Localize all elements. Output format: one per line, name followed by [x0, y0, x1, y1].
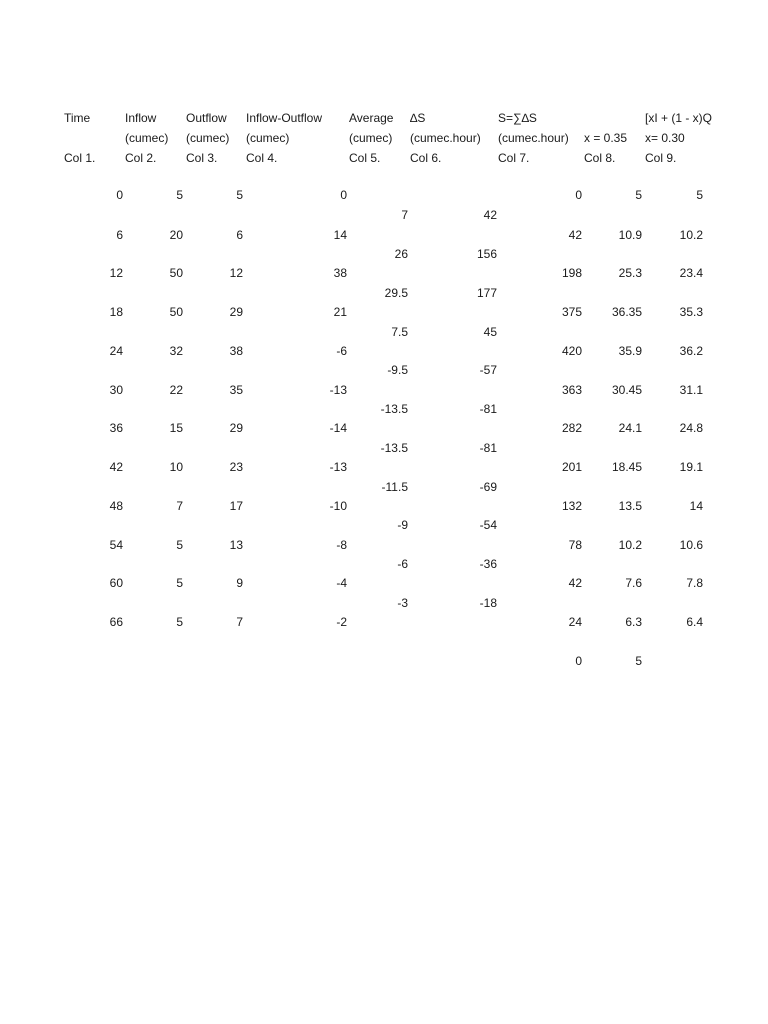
table-cell-time: 18 — [109, 305, 123, 319]
table-cell-time: 0 — [116, 188, 123, 202]
table-cell-storage: 0 — [575, 188, 582, 202]
column-header-line: (cumec.hour) — [410, 131, 481, 145]
column-header-line: Col 3. — [186, 151, 218, 165]
table-cell-inflow: 5 — [176, 538, 183, 552]
table-cell-x035: 13.5 — [618, 499, 642, 513]
table-cell-diff: -4 — [336, 576, 347, 590]
column-header-line: Col 2. — [125, 151, 157, 165]
column-header-line: (cumec) — [349, 131, 393, 145]
table-cell-x035: 5 — [635, 188, 642, 202]
column-header-line: (cumec.hour) — [498, 131, 569, 145]
table-cell-diff: -13 — [329, 460, 347, 474]
table-cell-diff: -8 — [336, 538, 347, 552]
table-cell-average: -3 — [397, 596, 408, 610]
table-cell-ds: -36 — [479, 557, 497, 571]
table-cell-time: 42 — [109, 460, 123, 474]
table-cell-inflow: 20 — [169, 228, 183, 242]
table-cell-ds: -57 — [479, 363, 497, 377]
table-cell-storage: 420 — [561, 344, 582, 358]
table-cell-x030: 24.8 — [679, 421, 703, 435]
table-cell-time: 66 — [109, 615, 123, 629]
column-header-line: Inflow-Outflow — [246, 111, 323, 125]
column-header-line: Col 1. — [64, 151, 96, 165]
table-cell-ds: -81 — [479, 441, 497, 455]
table-cell-inflow: 15 — [169, 421, 183, 435]
table-cell-time: 12 — [109, 266, 123, 280]
table-cell-ds: 42 — [483, 208, 497, 222]
table-cell-outflow: 23 — [229, 460, 243, 474]
table-cell-outflow: 13 — [229, 538, 243, 552]
column-header-line: Inflow — [125, 111, 157, 125]
table-cell-x030: 7.8 — [686, 576, 703, 590]
column-header-line: x= 0.30 — [645, 131, 685, 145]
table-cell-outflow: 7 — [236, 615, 243, 629]
table-cell-outflow: 35 — [229, 383, 243, 397]
table-cell-diff: 0 — [340, 188, 347, 202]
table-cell-storage: 132 — [561, 499, 582, 513]
table-cell-ds: -81 — [479, 402, 497, 416]
table-cell-x035: 10.2 — [618, 538, 642, 552]
table-cell-time: 48 — [109, 499, 123, 513]
table-cell-time: 60 — [109, 576, 123, 590]
table-cell-storage: 78 — [568, 538, 582, 552]
table-cell-storage: 24 — [568, 615, 582, 629]
table-cell-outflow: 38 — [229, 344, 243, 358]
table-cell-time: 6 — [116, 228, 123, 242]
table-cell-diff: -6 — [336, 344, 347, 358]
table-cell-x030: 31.1 — [679, 383, 703, 397]
table-cell-ds: 156 — [476, 247, 497, 261]
table-cell-x030: 5 — [696, 188, 703, 202]
table-cell-average: 7.5 — [391, 325, 408, 339]
table-cell-average: -6 — [397, 557, 408, 571]
table-cell-storage: 198 — [561, 266, 582, 280]
table-cell-inflow: 32 — [169, 344, 183, 358]
table-cell-inflow: 7 — [176, 499, 183, 513]
table-cell-diff: 38 — [333, 266, 347, 280]
table-cell-inflow: 5 — [176, 615, 183, 629]
column-header-line: Col 8. — [584, 151, 616, 165]
table-cell-inflow: 5 — [176, 188, 183, 202]
table-cell-average: 26 — [394, 247, 408, 261]
table-cell-time: 36 — [109, 421, 123, 435]
table-cell-x035: 24.1 — [618, 421, 642, 435]
table-cell-diff: -2 — [336, 615, 347, 629]
table-cell-x030: 36.2 — [679, 344, 703, 358]
column-header-line: (cumec) — [125, 131, 169, 145]
table-cell-inflow: 50 — [169, 305, 183, 319]
table-cell-x030: 35.3 — [679, 305, 703, 319]
table-cell-diff: -13 — [329, 383, 347, 397]
table-cell-x035: 6.3 — [625, 615, 642, 629]
table-cell-x035: 30.45 — [611, 383, 642, 397]
column-header-line: ∆S — [410, 111, 426, 125]
table-cell-inflow: 50 — [169, 266, 183, 280]
table-cell-x035: 7.6 — [625, 576, 642, 590]
table-cell-storage: 363 — [561, 383, 582, 397]
table-cell-average: -13.5 — [380, 441, 408, 455]
table-cell-average: -9 — [397, 518, 408, 532]
table-cell-x030: 19.1 — [679, 460, 703, 474]
table-cell-x030: 23.4 — [679, 266, 703, 280]
table-cell-storage: 201 — [561, 460, 582, 474]
column-header-line: Time — [64, 111, 91, 125]
table-cell-time: 24 — [109, 344, 123, 358]
table-cell-x035: 5 — [635, 654, 642, 668]
table-cell-storage: 42 — [568, 576, 582, 590]
column-header-line: (cumec) — [186, 131, 230, 145]
table-cell-outflow: 17 — [229, 499, 243, 513]
table-cell-x035: 25.3 — [618, 266, 642, 280]
table-cell-x035: 35.9 — [618, 344, 642, 358]
column-header-line: Col 6. — [410, 151, 442, 165]
table-cell-x030: 14 — [689, 499, 703, 513]
column-header-line: Col 5. — [349, 151, 381, 165]
table-cell-average: 29.5 — [384, 286, 408, 300]
table-cell-inflow: 10 — [169, 460, 183, 474]
table-cell-average: -9.5 — [387, 363, 408, 377]
table-cell-inflow: 22 — [169, 383, 183, 397]
column-header-line: S=∑∆S — [498, 111, 537, 125]
table-cell-ds: -54 — [479, 518, 497, 532]
table-cell-average: -11.5 — [381, 480, 408, 494]
table-cell-inflow: 5 — [176, 576, 183, 590]
column-header-line: x = 0.35 — [584, 131, 628, 145]
table-cell-diff: -14 — [329, 421, 347, 435]
table-cell-x030: 6.4 — [686, 615, 703, 629]
table-cell-outflow: 12 — [229, 266, 243, 280]
table-cell-outflow: 29 — [229, 421, 243, 435]
table-cell-diff: -10 — [329, 499, 347, 513]
table-cell-ds: -69 — [479, 480, 497, 494]
table-cell-outflow: 5 — [236, 188, 243, 202]
column-header-line: Col 9. — [645, 151, 677, 165]
table-cell-average: 7 — [401, 208, 408, 222]
table-cell-time: 30 — [109, 383, 123, 397]
table-cell-x030: 10.6 — [679, 538, 703, 552]
table-cell-storage: 282 — [561, 421, 582, 435]
table-cell-x035: 10.9 — [618, 228, 642, 242]
table-cell-diff: 14 — [333, 228, 347, 242]
table-cell-diff: 21 — [333, 305, 347, 319]
table-cell-x030: 10.2 — [679, 228, 703, 242]
table-cell-outflow: 29 — [229, 305, 243, 319]
table-cell-x035: 18.45 — [611, 460, 642, 474]
table-cell-storage: 0 — [575, 654, 582, 668]
column-header-line: Col 7. — [498, 151, 530, 165]
column-header-line: [xI + (1 - x)Q — [645, 111, 713, 125]
table-cell-storage: 42 — [568, 228, 582, 242]
table-cell-outflow: 9 — [236, 576, 243, 590]
table-cell-ds: -18 — [479, 596, 497, 610]
table-cell-ds: 177 — [476, 286, 497, 300]
table-cell-storage: 375 — [561, 305, 582, 319]
column-header-line: Col 4. — [246, 151, 278, 165]
column-header-line: (cumec) — [246, 131, 290, 145]
column-header-line: Average — [349, 111, 394, 125]
table-cell-average: -13.5 — [380, 402, 408, 416]
table-cell-time: 54 — [109, 538, 123, 552]
table-cell-outflow: 6 — [236, 228, 243, 242]
table-cell-ds: 45 — [483, 325, 497, 339]
column-header-line: Outflow — [186, 111, 227, 125]
table-cell-x035: 36.35 — [611, 305, 642, 319]
